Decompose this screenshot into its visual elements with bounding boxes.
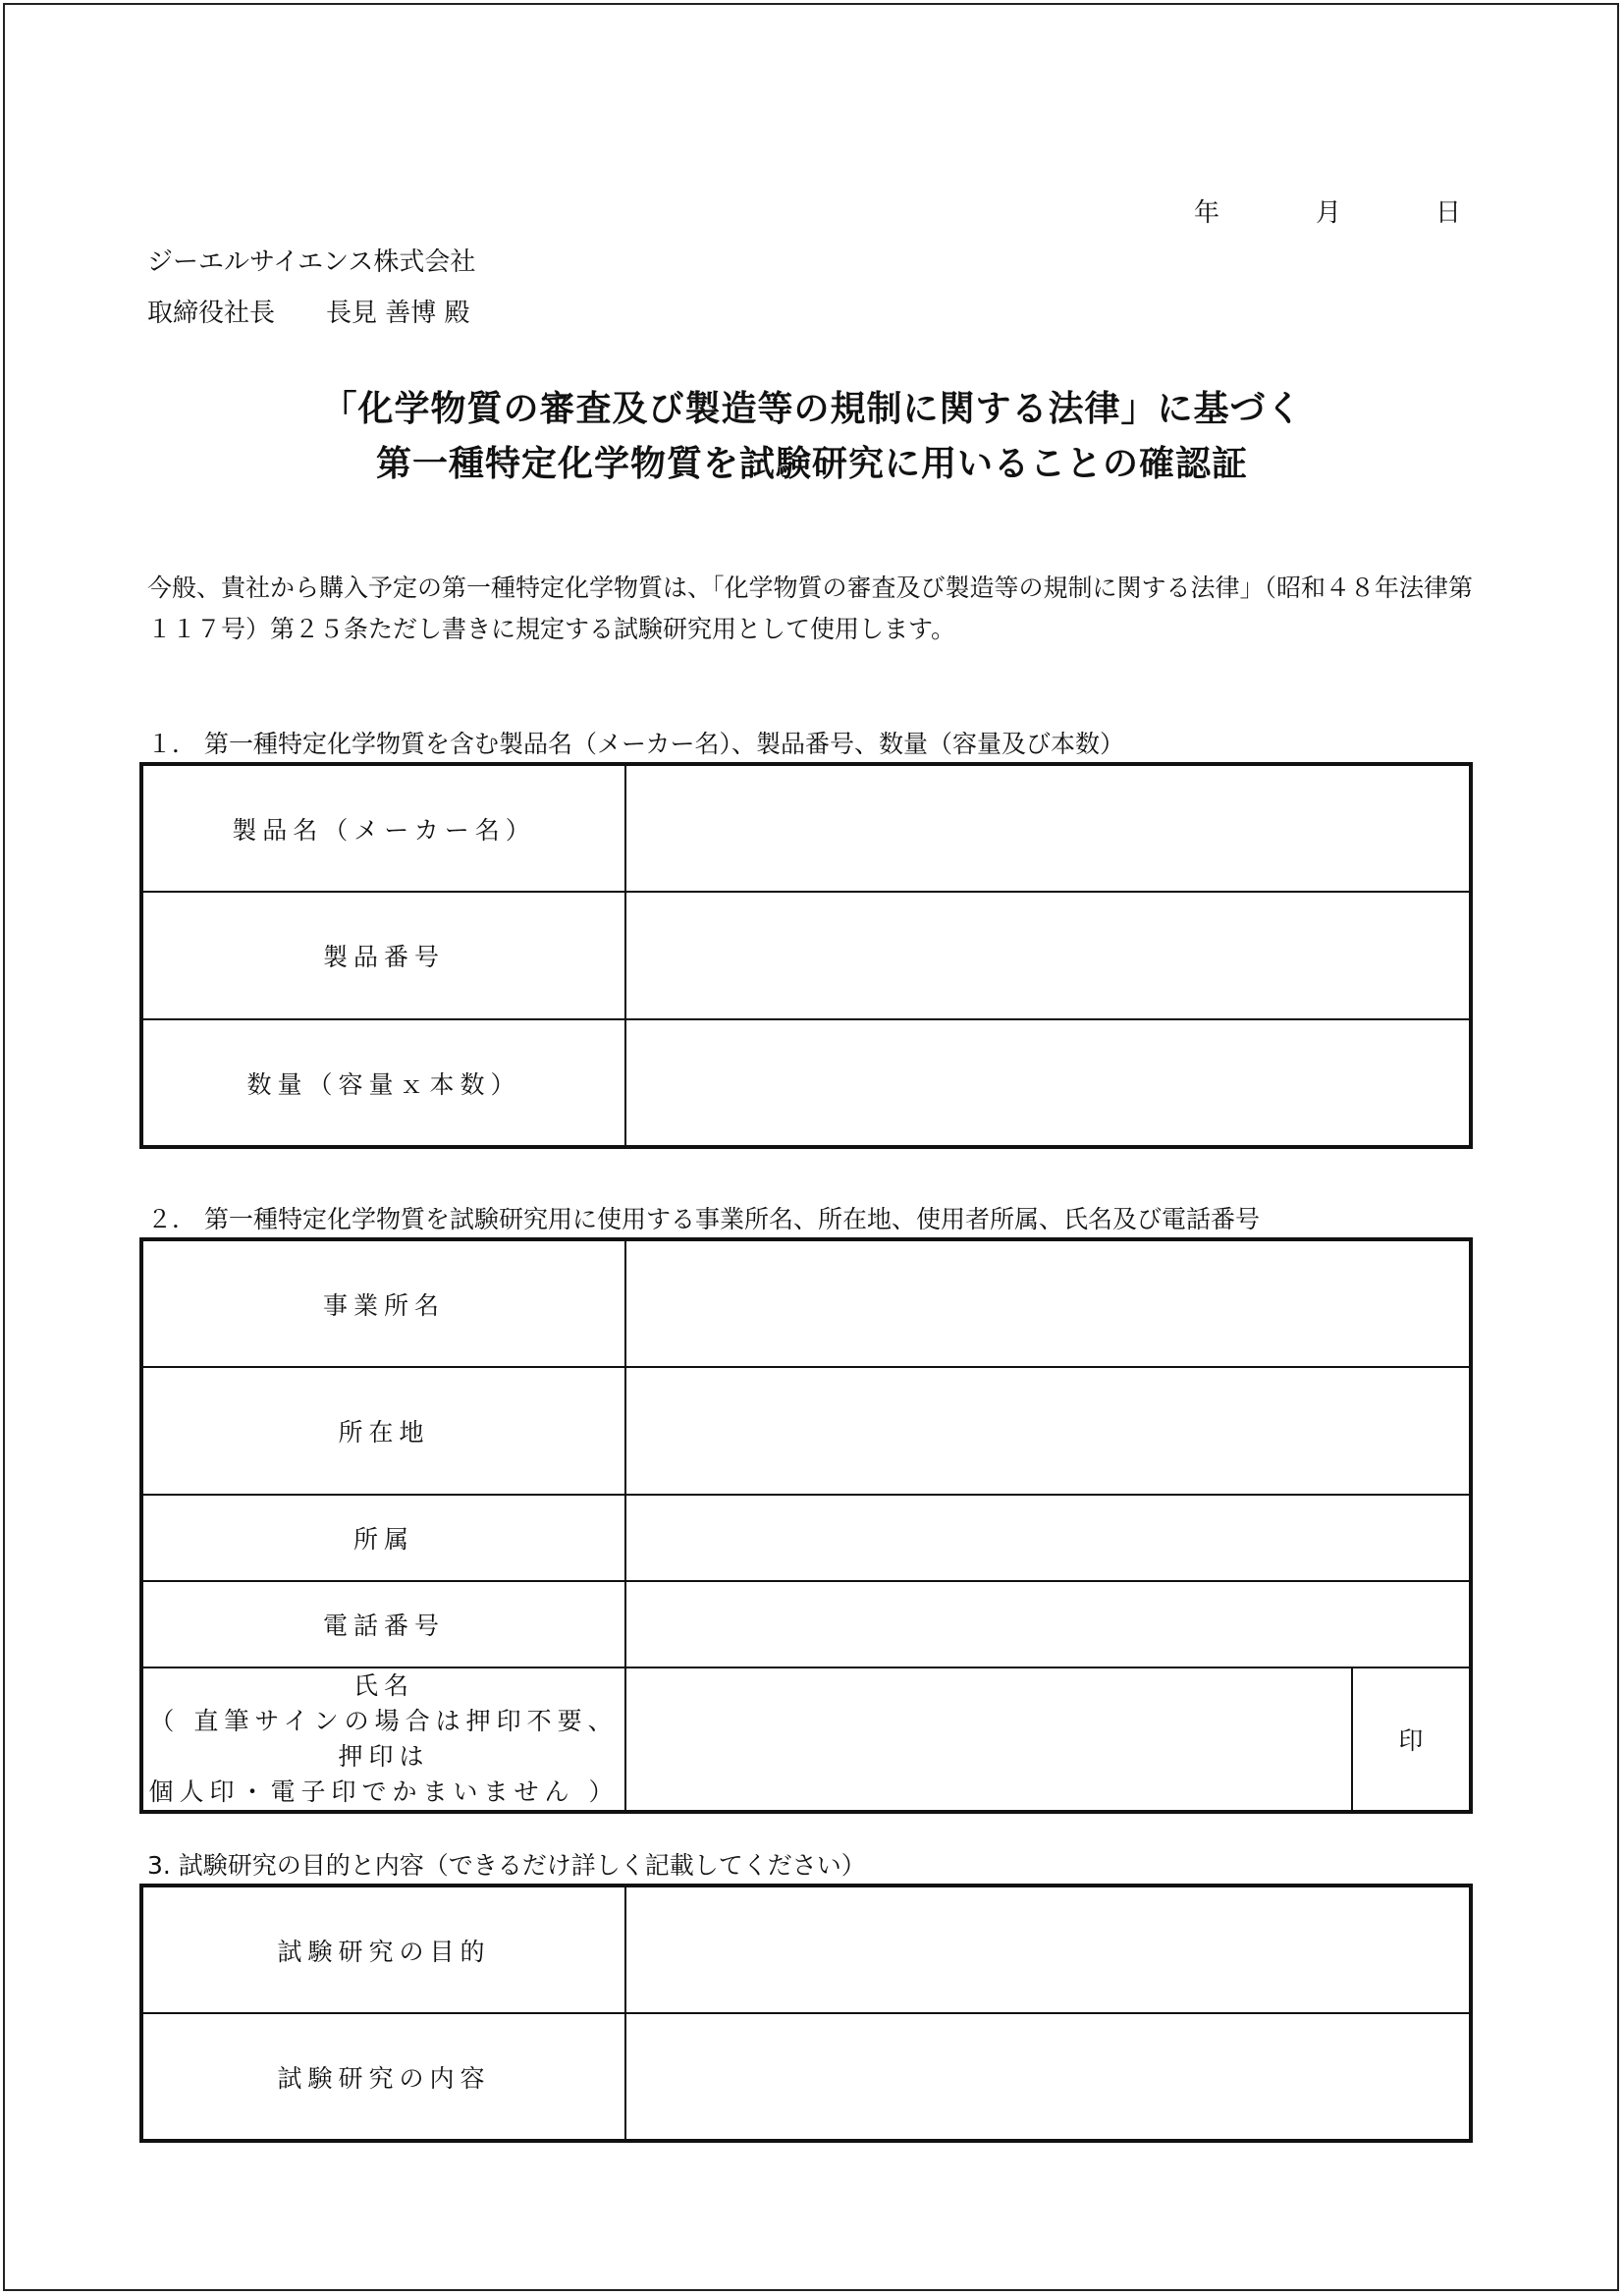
research-content-field[interactable] (625, 2013, 1471, 2141)
affiliation-label: 所属 (141, 1495, 625, 1581)
table-row (141, 1239, 1471, 1367)
section-1-heading: １． 第一種特定化学物質を含む製品名（メーカー名）、製品番号、数量（容量及び本数） (147, 730, 1124, 758)
title-line-2: 第一種特定化学物質を試験研究に用いることの確認証 (375, 444, 1248, 484)
table-row (141, 1667, 1471, 1812)
table-row (141, 1495, 1471, 1581)
date-day: 日 (1435, 198, 1462, 228)
table-row (141, 1019, 1471, 1147)
name-label (141, 1667, 625, 1812)
name-label-note-1: （ 直筆サインの場合は押印不要、押印は (149, 1707, 619, 1771)
quantity-field[interactable] (625, 1019, 1471, 1147)
address-label: 所在地 (141, 1367, 625, 1495)
table-row (141, 1581, 1471, 1667)
office-name-label: 事業所名 (141, 1239, 625, 1367)
name-label-title: 氏名 (352, 1671, 414, 1700)
section-2-heading: ２． 第一種特定化学物質を試験研究用に使用する事業所名、所在地、使用者所属、氏名及び電話番号 (147, 1205, 1260, 1233)
name-field[interactable] (625, 1667, 1352, 1812)
title-line-1: 「化学物質の審査及び製造等の規制に関する法律」に基づく (321, 389, 1303, 429)
address-field[interactable] (625, 1367, 1471, 1495)
research-purpose-field[interactable] (625, 1886, 1471, 2013)
section-3-table (139, 1884, 1473, 2143)
research-content-label: 試験研究の内容 (141, 2013, 625, 2141)
office-name-field[interactable] (625, 1239, 1471, 1367)
table-row (141, 1367, 1471, 1495)
phone-label: 電話番号 (141, 1581, 625, 1667)
table-row (141, 764, 1471, 892)
seal-cell: 印 (1352, 1667, 1471, 1812)
product-name-label: 製品名（メーカー名） (141, 764, 625, 892)
date-month: 月 (1316, 198, 1342, 228)
addressee-company: ジーエルサイエンス株式会社 (147, 247, 476, 277)
research-purpose-label: 試験研究の目的 (141, 1886, 625, 2013)
name-label-note-2: 個人印・電子印でかまいません ） (148, 1777, 620, 1806)
date-year: 年 (1194, 198, 1220, 228)
product-name-field[interactable] (625, 764, 1471, 892)
section-3-heading: 3. 試験研究の目的と内容（できるだけ詳しく記載してください） (147, 1851, 866, 1880)
section-1-table (139, 762, 1473, 1149)
affiliation-field[interactable] (625, 1495, 1471, 1581)
intro-paragraph: 今般、貴社から購入予定の第一種特定化学物質は、「化学物質の審査及び製造等の規制に関する法律」（昭和４８年法律第１１７号）第２５条ただし書きに規定する試験研究用として使用します。 (147, 574, 1474, 643)
quantity-label: 数量（容量ｘ本数） (141, 1019, 625, 1147)
table-row (141, 892, 1471, 1019)
product-number-label: 製品番号 (141, 892, 625, 1019)
phone-field[interactable] (625, 1581, 1471, 1667)
section-2-table (139, 1237, 1473, 1814)
product-number-field[interactable] (625, 892, 1471, 1019)
table-row (141, 2013, 1471, 2141)
table-row (141, 1886, 1471, 2013)
addressee-person: 取締役社長 長見 善博 殿 (147, 299, 470, 328)
